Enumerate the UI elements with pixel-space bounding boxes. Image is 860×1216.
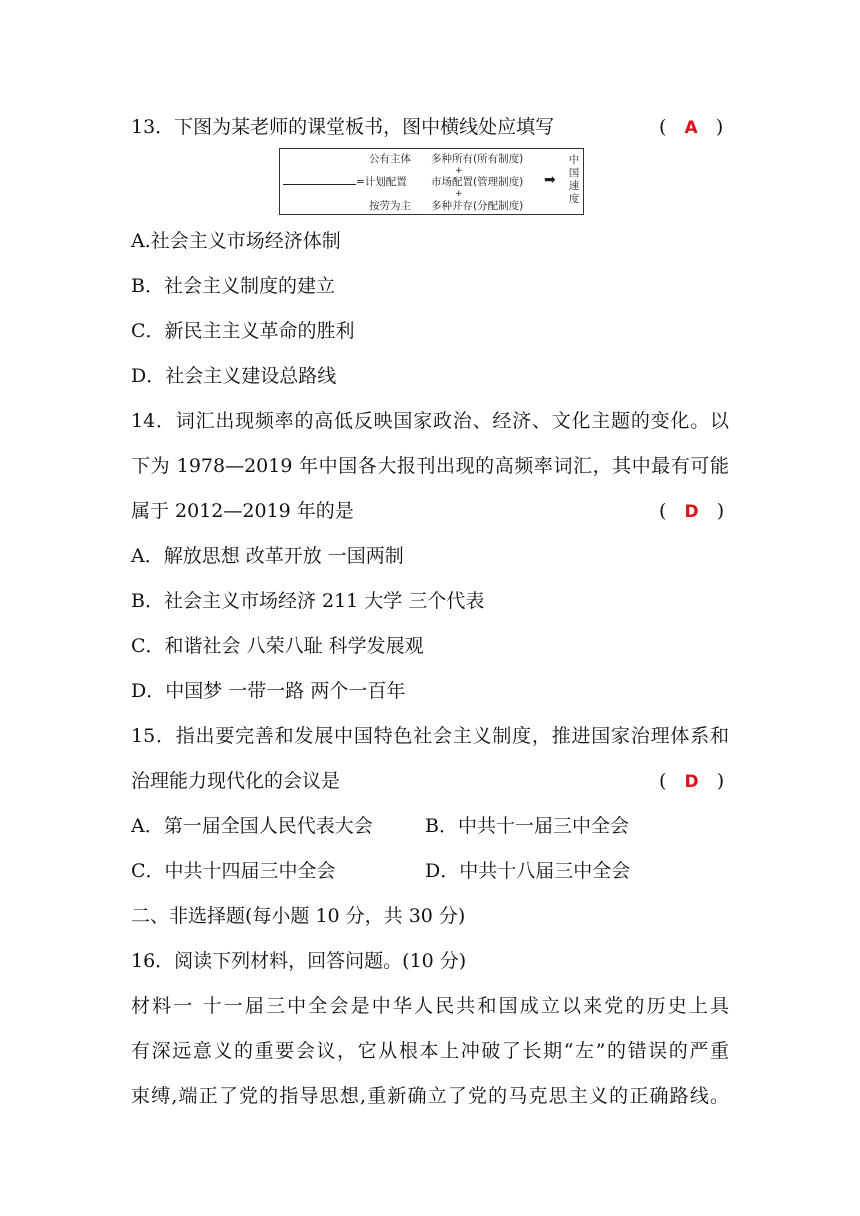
diagram-row1-right: 多种所有(所有制度) [431,153,524,165]
q13-stem: 13．下图为某老师的课堂板书，图中横线处应填写 [131,116,555,138]
q15-option-c: C．中共十四届三中全会 [131,860,336,882]
q13-option-d: D．社会主义建设总路线 [131,365,337,387]
q16-material1-line2: 有深远意义的重要会议，它从根本上冲破了长期“左”的错误的严重 [131,1040,729,1062]
q16-material1-line1: 材料一 十一届三中全会是中华人民共和国成立以来党的历史上具 [131,995,729,1017]
diagram-row2-right: 市场配置(管理制度) [431,176,524,188]
q13-option-a: A.社会主义市场经济体制 [131,230,341,252]
diagram-plus-1: + [455,166,463,176]
diagram-blank-line [283,184,356,185]
diagram-row2-left: =计划配置 [356,176,407,188]
arrow-right-icon: ➡ [544,172,556,188]
q14-answer: D [684,502,699,522]
q14-stem-line3: 属于 2012—2019 年的是 [131,500,354,522]
q14-option-d: D．中国梦 一带一路 两个一百年 [131,680,406,702]
q15-option-d: D．中共十八届三中全会 [425,860,631,882]
diagram-row1-left: 公有主体 [369,153,411,165]
diagram-vertical-char: 国 [568,167,580,179]
q15-option-a: A．第一届全国人民代表大会 [131,815,373,837]
diagram-row3-right: 多种并存(分配制度) [431,200,524,212]
q14-answer-bracket: ( D ) [659,500,725,522]
q14-stem-line2: 下为 1978—2019 年中国各大报刊出现的高频率词汇，其中最有可能 [131,455,729,477]
q14-option-a: A．解放思想 改革开放 一国两制 [131,545,404,567]
q15-answer: D [684,772,699,792]
q13-answer-bracket: ( A ) [659,116,724,138]
q16-stem: 16．阅读下列材料，回答问题。(10 分) [131,950,467,972]
q13-answer: A [684,118,698,138]
section2-heading: 二、非选择题(每小题 10 分，共 30 分) [131,905,466,927]
q16-material1-line3: 束缚,端正了党的指导思想,重新确立了党的马克思主义的正确路线。 [131,1085,729,1107]
diagram-vertical-char: 中 [568,154,580,166]
diagram-vertical-label [567,154,581,206]
diagram-vertical-char: 度 [568,193,580,205]
q14-option-c: C．和谐社会 八荣八耻 科学发展观 [131,635,424,657]
q13-option-b: B．社会主义制度的建立 [131,275,335,297]
blackboard-diagram [279,148,584,215]
q15-answer-bracket: ( D ) [659,770,725,792]
q14-stem-line1: 14．词汇出现频率的高低反映国家政治、经济、文化主题的变化。以 [131,410,729,432]
q15-option-b: B．中共十一届三中全会 [425,815,629,837]
diagram-plus-2: + [455,189,463,199]
diagram-row3-left: 按劳为主 [369,200,411,212]
q13-option-c: C．新民主主义革命的胜利 [131,320,355,342]
diagram-vertical-char: 速 [568,180,580,192]
q15-stem-line1: 15．指出要完善和发展中国特色社会主义制度，推进国家治理体系和 [131,725,729,747]
q15-stem-line2: 治理能力现代化的会议是 [131,770,341,792]
q14-option-b: B．社会主义市场经济 211 大学 三个代表 [131,590,485,612]
